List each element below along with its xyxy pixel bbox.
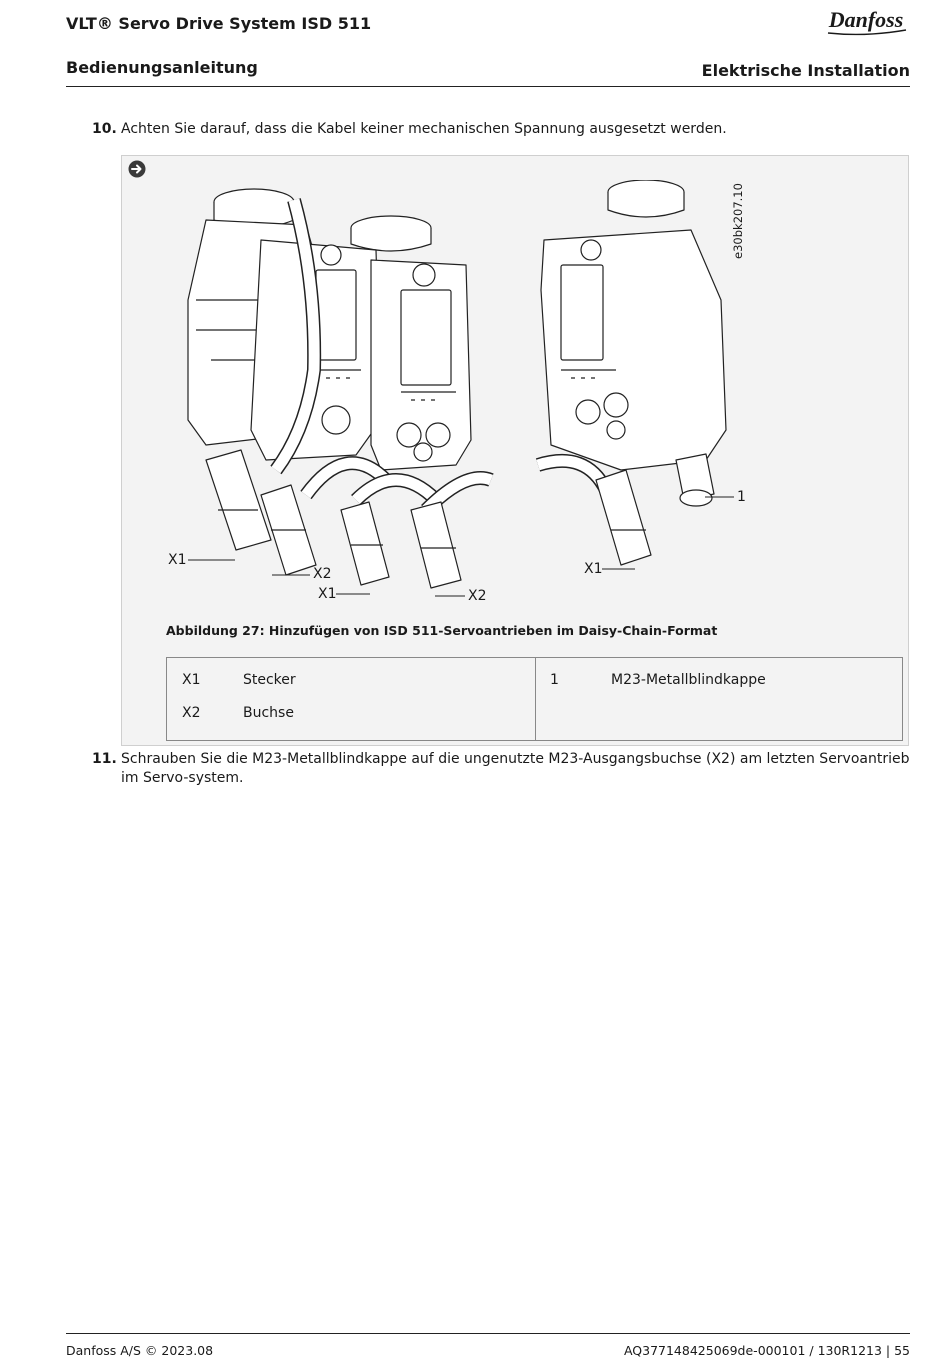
header-rule <box>66 86 910 87</box>
callout-x1-right: X1 <box>584 561 603 577</box>
step-number: 10. <box>92 121 117 137</box>
legend-divider <box>535 658 536 740</box>
drive-right <box>541 180 726 470</box>
step-11 <box>66 750 910 788</box>
footer-doc-id-page: AQ377148425069de-000101 / 130R1213 | 55 <box>623 1343 910 1358</box>
callout-x1-left: X1 <box>168 552 187 568</box>
connector-right <box>538 461 651 565</box>
legend-value: M23-Metallblindkappe <box>611 672 766 688</box>
document-title: VLT® Servo Drive System ISD 511 <box>66 14 372 33</box>
step-number: 11. <box>92 751 117 767</box>
callout-1: 1 <box>737 489 746 505</box>
section-title: Elektrische Installation <box>701 61 910 80</box>
arrow-right-circle-icon <box>128 160 146 178</box>
logo-text: Danfoss <box>828 7 904 32</box>
legend-value: Stecker <box>243 672 296 688</box>
callout-x1-mid: X1 <box>318 586 337 602</box>
document-type: Bedienungsanleitung <box>66 58 258 77</box>
servo-drive-illustration <box>166 180 756 610</box>
figure-caption: Abbildung 27: Hinzufügen von ISD 511-Servoantrieben im Daisy-Chain-Format <box>166 623 718 638</box>
legend-key: 1 <box>550 672 559 688</box>
drive-front-middle <box>371 260 471 470</box>
legend-key: X2 <box>182 705 201 721</box>
figure-code: e30bk207.10 <box>731 183 745 259</box>
step-10 <box>66 120 910 139</box>
drive-back-middle <box>351 216 431 251</box>
footer-copyright: Danfoss A/S © 2023.08 <box>66 1343 214 1358</box>
legend-table <box>166 657 903 741</box>
callout-x2-a: X2 <box>313 566 332 582</box>
footer-rule <box>66 1333 910 1334</box>
callout-x2-b: X2 <box>468 588 487 604</box>
step-text: Schrauben Sie die M23-Metallblindkappe auf die ungenutzte M23-Ausgangsbuchse (X2) am letzten Servoantrieb im Servo-system. <box>121 751 910 786</box>
step-text: Achten Sie darauf, dass die Kabel keiner mechanischen Spannung ausgesetzt werden. <box>121 121 727 137</box>
blind-cap <box>676 454 714 506</box>
legend-value: Buchse <box>243 705 294 721</box>
danfoss-logo <box>822 2 910 38</box>
legend-key: X1 <box>182 672 201 688</box>
